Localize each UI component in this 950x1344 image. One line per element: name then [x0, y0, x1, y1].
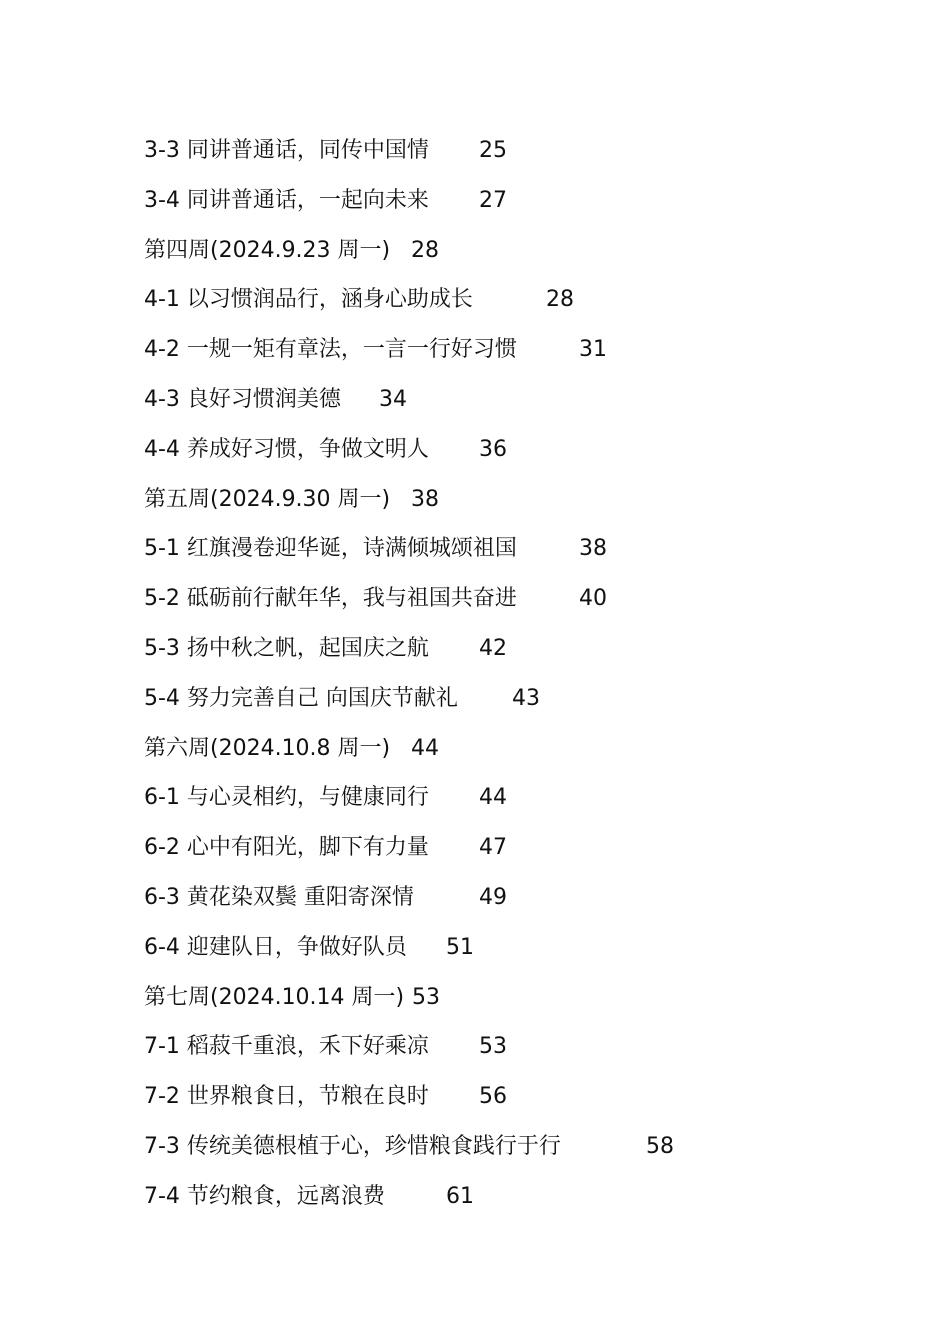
toc-entry-page-number: 61 — [446, 1183, 474, 1209]
toc-section-heading[interactable] — [144, 980, 844, 1030]
toc-entry-page-number: 53 — [412, 984, 440, 1010]
toc-entry-title: 5-4 努力完善自己 向国庆节献礼 — [144, 685, 458, 711]
toc-entry-title: 4-2 一规一矩有章法，一言一行好习惯 — [144, 337, 517, 363]
toc-entry[interactable] — [144, 780, 844, 830]
toc-entry-page-number: 28 — [411, 237, 439, 263]
toc-section-title: 第五周(2024.9.30 周一) — [144, 486, 391, 512]
toc-section-title: 第七周(2024.10.14 周一) — [144, 984, 405, 1010]
toc-entry-page-number: 43 — [512, 685, 540, 711]
toc-entry-page-number: 31 — [579, 337, 607, 363]
toc-entry-page-number: 38 — [579, 536, 607, 562]
toc-entry-page-number: 25 — [479, 138, 507, 163]
toc-entry-page-number: 34 — [379, 386, 407, 412]
toc-section-title: 第六周(2024.10.8 周一) — [144, 735, 391, 761]
toc-entry-page-number: 58 — [646, 1133, 674, 1159]
toc-entry[interactable] — [144, 1179, 844, 1229]
toc-entry[interactable] — [144, 1129, 844, 1179]
toc-entry[interactable] — [144, 432, 844, 482]
toc-entry-title: 5-1 红旗漫卷迎华诞，诗满倾城颂祖国 — [144, 536, 517, 562]
toc-entry-page-number: 53 — [479, 1034, 507, 1060]
toc-section-heading[interactable] — [144, 233, 844, 283]
toc-entry[interactable] — [144, 1079, 844, 1129]
toc-entry-title: 6-1 与心灵相约，与健康同行 — [144, 785, 429, 811]
toc-entry-title: 6-2 心中有阳光，脚下有力量 — [144, 835, 429, 861]
toc-entry-page-number: 36 — [479, 436, 507, 462]
toc-section-heading[interactable] — [144, 731, 844, 781]
toc-entry[interactable] — [144, 880, 844, 930]
toc-entry-page-number: 44 — [479, 785, 507, 811]
toc-entry-title: 5-2 砥砺前行献年华，我与祖国共奋进 — [144, 586, 517, 612]
toc-entry-title: 3-4 同讲普通话，一起向未来 — [144, 187, 429, 213]
toc-entry-title: 5-3 扬中秋之帆，起国庆之航 — [144, 635, 429, 661]
toc-entry-title: 6-3 黄花染双鬓 重阳寄深情 — [144, 884, 414, 910]
toc-entry-page-number: 49 — [479, 884, 507, 910]
toc-entry-page-number: 47 — [479, 835, 507, 861]
toc-entry-page-number: 40 — [579, 586, 607, 612]
toc-section-heading[interactable] — [144, 482, 844, 532]
toc-entry-page-number: 42 — [479, 635, 507, 661]
toc-entry-title: 4-3 良好习惯润美德 — [144, 386, 341, 412]
toc-entry-title: 7-4 节约粮食，远离浪费 — [144, 1183, 385, 1209]
toc-entry-title: 4-4 养成好习惯，争做文明人 — [144, 436, 429, 462]
toc-entry[interactable] — [144, 531, 844, 581]
toc-entry[interactable] — [144, 382, 844, 432]
toc-entry-title: 7-3 传统美德根植于心，珍惜粮食践行于行 — [144, 1133, 561, 1159]
toc-entry-title: 7-1 稻菽千重浪，禾下好乘凉 — [144, 1034, 429, 1060]
table-of-contents — [144, 133, 844, 1229]
toc-entry-title: 6-4 迎建队日，争做好队员 — [144, 934, 407, 960]
toc-entry-title: 3-3 同讲普通话，同传中国情 — [144, 138, 429, 163]
toc-entry-page-number: 56 — [479, 1084, 507, 1110]
toc-entry-page-number: 28 — [546, 287, 574, 313]
toc-entry-page-number: 27 — [479, 187, 507, 213]
toc-entry[interactable] — [144, 1029, 844, 1079]
toc-entry-title: 4-1 以习惯润品行，涵身心助成长 — [144, 287, 473, 313]
toc-entry[interactable] — [144, 581, 844, 631]
toc-entry-page-number: 44 — [411, 735, 439, 761]
toc-entry[interactable] — [144, 183, 844, 233]
toc-entry[interactable] — [144, 930, 844, 980]
toc-entry-page-number: 38 — [411, 486, 439, 512]
toc-entry[interactable] — [144, 332, 844, 382]
toc-entry-page-number: 51 — [446, 934, 474, 960]
toc-entry[interactable] — [144, 830, 844, 880]
toc-entry-title: 7-2 世界粮食日，节粮在良时 — [144, 1084, 429, 1110]
toc-section-title: 第四周(2024.9.23 周一) — [144, 237, 391, 263]
toc-entry[interactable] — [144, 681, 844, 731]
toc-entry[interactable] — [144, 631, 844, 681]
toc-entry[interactable] — [144, 133, 844, 183]
toc-entry[interactable] — [144, 282, 844, 332]
